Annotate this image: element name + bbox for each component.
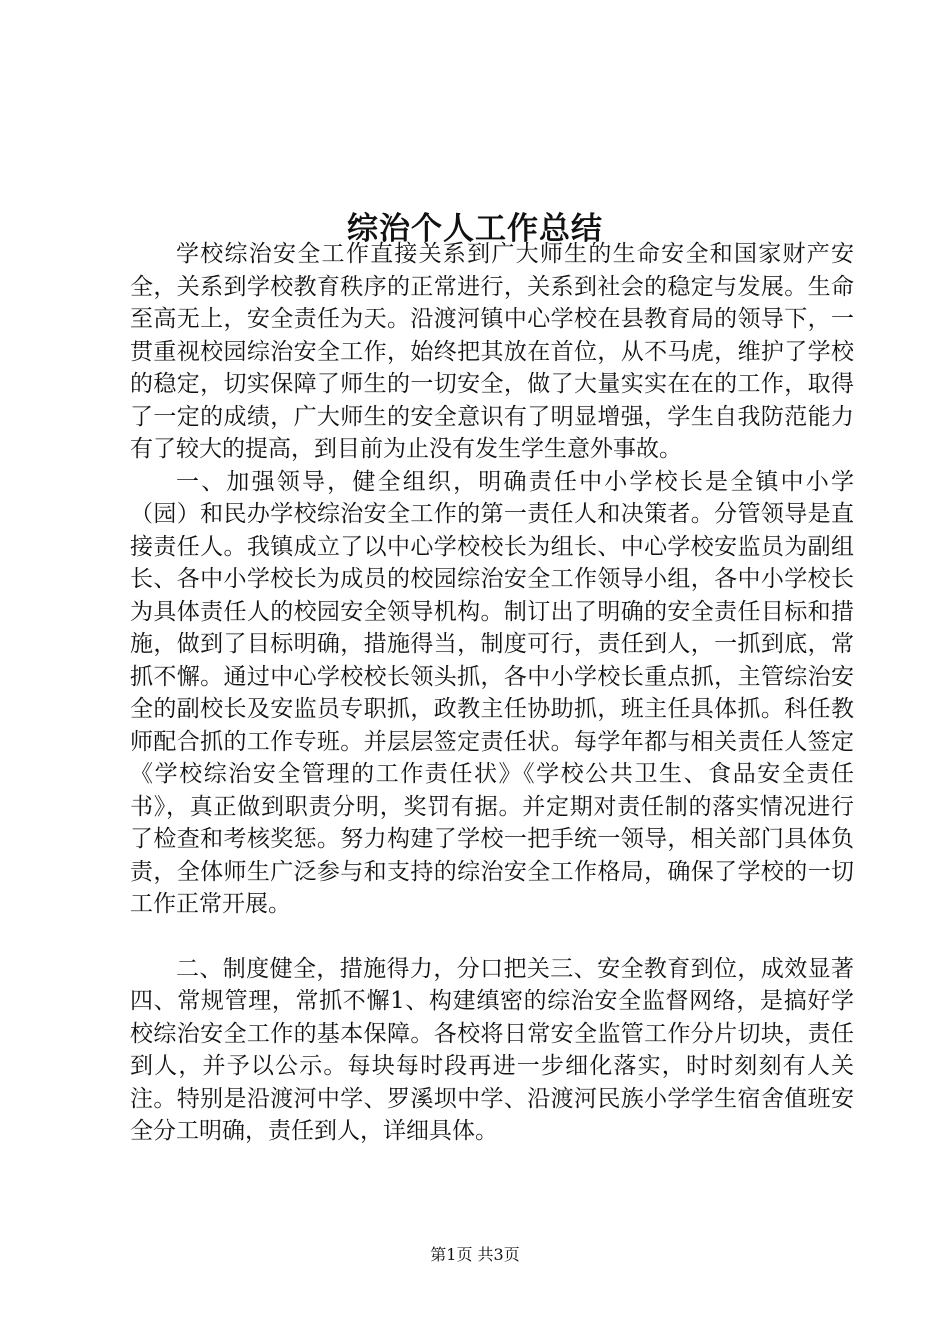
paragraph-section-1: 一、加强领导，健全组织，明确责任中小学校长是全镇中小学（园）和民办学校综治安全工作的第一责任人和决策者。分管领导是直接责任人。我镇成立了以中心学校校长为组长、中心学校安监员为副组长、各中小学校长为成员的校园综治安全工作领导小组，各中小学校长为具体责任人的校园安全领导机构。制订出了明确的安全责任目标和措施，做到了目标明确，措施得当，制度可行，责任到人，一抓到底，常抓不懈。通过中心学校校长领头抓，各中小学校长重点抓，主管综治安全的副校长及安监员专职抓，政教主任协助抓，班主任具体抓。科任教师配合抓的工作专班。并层层签定责任状。每学年都与相关责任人签定《学校综治安全管理的工作责任状》《学校公共卫生、食品安全责任书》，真正做到职责分明，奖罚有据。并定期对责任制的落实情况进行了检查和考核奖惩。努力构建了学校一把手统一领导，相关部门具体负责，全体师生广泛参与和支持的综治安全工作格局，确保了学校的一切工作正常开展。 [130,468,854,917]
document-body [130,238,854,1148]
document-title: 综治个人工作总结 [347,210,603,247]
page-footer: 第1页 共3页 [430,1245,520,1264]
paragraph-intro: 学校综治安全工作直接关系到广大师生的生命安全和国家财产安全，关系到学校教育秩序的正常进行，关系到社会的稳定与发展。生命至高无上，安全责任为天。沿渡河镇中心学校在县教育局的领导下，一贯重视校园综治安全工作，始终把其放在首位，从不马虎，维护了学校的稳定，切实保障了师生的一切安全，做了大量实实在在的工作，取得了一定的成绩，广大师生的安全意识有了明显增强，学生自我防范能力有了较大的提高，到目前为止没有发生学生意外事故。 [130,241,854,462]
paragraph-section-2: 二、制度健全，措施得力，分口把关三、安全教育到位，成效显著四、常规管理，常抓不懈1、构建缜密的综治安全监督网络，是搞好学校综治安全工作的基本保障。各校将日常安全监管工作分片切块，责任到人，并予以公示。每块每时段再进一步细化落实，时时刻刻有人关注。特别是沿渡河中学、罗溪坝中学、沿渡河民族小学学生宿舍值班安全分工明确，责任到人，详细具体。 [130,955,854,1144]
